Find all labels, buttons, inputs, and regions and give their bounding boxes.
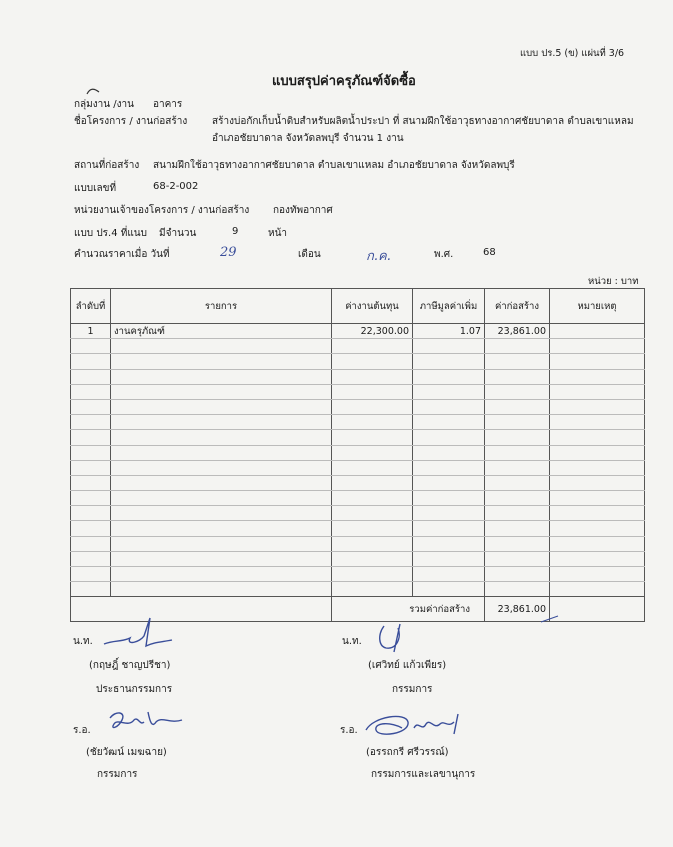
row-note bbox=[550, 506, 645, 521]
row-no bbox=[71, 460, 111, 475]
row-cost bbox=[332, 445, 413, 460]
table-row bbox=[71, 415, 645, 430]
row-note bbox=[550, 354, 645, 369]
total-note bbox=[550, 597, 645, 622]
row-item bbox=[111, 567, 332, 582]
row-no: 1 bbox=[71, 324, 111, 339]
row-item bbox=[111, 551, 332, 566]
table-row bbox=[71, 567, 645, 582]
group-value: อาคาร bbox=[153, 99, 183, 110]
row-note bbox=[550, 415, 645, 430]
plan-no-label: แบบเลขที่ bbox=[74, 183, 117, 194]
row-vat bbox=[413, 506, 485, 521]
sig1-role: ประธานกรรมการ bbox=[96, 684, 173, 695]
row-note bbox=[550, 582, 645, 597]
row-vat bbox=[413, 551, 485, 566]
row-note bbox=[550, 339, 645, 354]
row-vat bbox=[413, 415, 485, 430]
row-total bbox=[485, 445, 550, 460]
row-cost bbox=[332, 399, 413, 414]
month-label: เดือน bbox=[298, 249, 321, 260]
row-cost bbox=[332, 415, 413, 430]
row-cost bbox=[332, 582, 413, 597]
row-item bbox=[111, 506, 332, 521]
row-total bbox=[485, 536, 550, 551]
sig3-name: (ชัยวัฒน์ เมฆฉาย) bbox=[86, 747, 167, 758]
row-no bbox=[71, 339, 111, 354]
pr4-label: แบบ ปร.4 ที่แนบ bbox=[74, 228, 147, 239]
table-row bbox=[71, 460, 645, 475]
table-row bbox=[71, 582, 645, 597]
sig1-name: (กฤษฎิ์ ชาญปรีชา) bbox=[89, 660, 171, 671]
table-row bbox=[71, 384, 645, 399]
row-no bbox=[71, 491, 111, 506]
row-vat bbox=[413, 567, 485, 582]
location-value: สนามฝึกใช้อาวุธทางอากาศชัยบาดาล ตำบลเขาแหลม อำเภอชัยบาดาล จังหวัดลพบุรี bbox=[153, 160, 515, 171]
row-total bbox=[485, 460, 550, 475]
pr4-count-value: 9 bbox=[232, 226, 239, 237]
row-vat bbox=[413, 430, 485, 445]
table-row bbox=[71, 369, 645, 384]
row-vat bbox=[413, 339, 485, 354]
form-code: แบบ ปร.5 (ข) แผ่นที่ 3/6 bbox=[520, 48, 625, 59]
project-line-2: อำเภอชัยบาดาล จังหวัดลพบุรี จำนวน 1 งาน bbox=[212, 133, 404, 144]
table-row bbox=[71, 339, 645, 354]
row-total bbox=[485, 582, 550, 597]
row-no bbox=[71, 399, 111, 414]
row-no bbox=[71, 369, 111, 384]
row-item bbox=[111, 369, 332, 384]
year-label: พ.ศ. bbox=[434, 249, 454, 260]
row-no bbox=[71, 536, 111, 551]
row-item bbox=[111, 354, 332, 369]
row-cost: 22,300.00 bbox=[332, 324, 413, 339]
row-vat bbox=[413, 536, 485, 551]
row-total bbox=[485, 354, 550, 369]
sig2-name: (เศวิทย์ แก้วเพียร) bbox=[368, 660, 447, 671]
sig3-role: กรรมการ bbox=[97, 769, 138, 780]
row-note bbox=[550, 384, 645, 399]
row-no bbox=[71, 354, 111, 369]
row-cost bbox=[332, 369, 413, 384]
row-total bbox=[485, 415, 550, 430]
header-total: ค่าก่อสร้าง bbox=[485, 289, 550, 324]
header-vat: ภาษีมูลค่าเพิ่ม bbox=[413, 289, 485, 324]
row-item: งานครุภัณฑ์ bbox=[111, 324, 332, 339]
table-row bbox=[71, 399, 645, 414]
row-note bbox=[550, 536, 645, 551]
sig1-prefix: น.ท. bbox=[73, 636, 93, 647]
table-row bbox=[71, 536, 645, 551]
row-vat bbox=[413, 399, 485, 414]
table-row bbox=[71, 475, 645, 490]
row-total bbox=[485, 475, 550, 490]
row-cost bbox=[332, 491, 413, 506]
sig4-name: (อรรถกรี ศรีวรรณ์) bbox=[366, 747, 449, 758]
row-item bbox=[111, 399, 332, 414]
row-no bbox=[71, 521, 111, 536]
row-cost bbox=[332, 354, 413, 369]
header-cost: ค่างานต้นทุน bbox=[332, 289, 413, 324]
row-total bbox=[485, 506, 550, 521]
row-vat bbox=[413, 460, 485, 475]
row-item bbox=[111, 430, 332, 445]
table-row bbox=[71, 324, 645, 339]
table-row bbox=[71, 354, 645, 369]
table-row bbox=[71, 430, 645, 445]
row-vat bbox=[413, 491, 485, 506]
row-note bbox=[550, 551, 645, 566]
unit-label: หน่วย : บาท bbox=[588, 276, 639, 287]
row-item bbox=[111, 384, 332, 399]
sig2-role: กรรมการ bbox=[392, 684, 433, 695]
row-item bbox=[111, 415, 332, 430]
header-note: หมายเหตุ bbox=[550, 289, 645, 324]
row-note bbox=[550, 445, 645, 460]
signature-2-icon bbox=[372, 620, 428, 656]
table-row bbox=[71, 506, 645, 521]
row-total bbox=[485, 567, 550, 582]
row-item bbox=[111, 536, 332, 551]
header-no: ลำดับที่ bbox=[71, 289, 111, 324]
calc-date-label: คำนวณราคาเมื่อ วันที่ bbox=[74, 249, 170, 260]
ink-stroke-icon bbox=[540, 614, 560, 624]
row-total bbox=[485, 369, 550, 384]
row-note bbox=[550, 460, 645, 475]
row-cost bbox=[332, 551, 413, 566]
row-cost bbox=[332, 430, 413, 445]
project-label: ชื่อโครงการ / งานก่อสร้าง bbox=[74, 116, 188, 127]
pr4-unit: หน้า bbox=[268, 228, 288, 239]
calc-month-value: ก.ค. bbox=[366, 249, 391, 264]
signature-4-icon bbox=[362, 708, 472, 744]
row-total bbox=[485, 521, 550, 536]
total-value: 23,861.00 bbox=[485, 597, 550, 622]
header-item: รายการ bbox=[111, 289, 332, 324]
table-row bbox=[71, 445, 645, 460]
row-total: 23,861.00 bbox=[485, 324, 550, 339]
pr4-count-label: มีจำนวน bbox=[159, 228, 197, 239]
table-row bbox=[71, 491, 645, 506]
row-total bbox=[485, 491, 550, 506]
owner-value: กองทัพอากาศ bbox=[273, 205, 333, 216]
summary-table bbox=[70, 288, 645, 622]
calc-day-value: 29 bbox=[220, 245, 237, 260]
row-cost bbox=[332, 384, 413, 399]
owner-label: หน่วยงานเจ้าของโครงการ / งานก่อสร้าง bbox=[74, 205, 250, 216]
row-total bbox=[485, 551, 550, 566]
row-no bbox=[71, 506, 111, 521]
row-cost bbox=[332, 536, 413, 551]
row-vat: 1.07 bbox=[413, 324, 485, 339]
signature-3-icon bbox=[104, 706, 188, 738]
location-label: สถานที่ก่อสร้าง bbox=[74, 160, 140, 171]
row-vat bbox=[413, 384, 485, 399]
sig4-role: กรรมการและเลขานุการ bbox=[371, 769, 476, 780]
row-cost bbox=[332, 475, 413, 490]
row-vat bbox=[413, 445, 485, 460]
row-vat bbox=[413, 475, 485, 490]
table-row bbox=[71, 551, 645, 566]
row-note bbox=[550, 567, 645, 582]
row-item bbox=[111, 582, 332, 597]
sig2-prefix: น.ท. bbox=[342, 636, 362, 647]
table-header-row bbox=[71, 289, 645, 324]
row-note bbox=[550, 521, 645, 536]
sig3-prefix: ร.อ. bbox=[73, 725, 91, 736]
row-note bbox=[550, 369, 645, 384]
row-no bbox=[71, 384, 111, 399]
row-total bbox=[485, 430, 550, 445]
row-cost bbox=[332, 339, 413, 354]
table-row bbox=[71, 521, 645, 536]
row-no bbox=[71, 567, 111, 582]
row-no bbox=[71, 582, 111, 597]
row-cost bbox=[332, 506, 413, 521]
row-note bbox=[550, 430, 645, 445]
row-total bbox=[485, 339, 550, 354]
row-cost bbox=[332, 521, 413, 536]
row-item bbox=[111, 521, 332, 536]
signature-1-icon bbox=[100, 612, 180, 654]
row-no bbox=[71, 475, 111, 490]
row-item bbox=[111, 339, 332, 354]
row-total bbox=[485, 399, 550, 414]
row-item bbox=[111, 460, 332, 475]
row-no bbox=[71, 430, 111, 445]
project-line-1: สร้างบ่อกักเก็บน้ำดิบสำหรับผลิตน้ำประปา ที่ สนามฝึกใช้อาวุธทางอากาศชัยบาดาล ตำบลเขาแหลม bbox=[212, 116, 634, 127]
ink-mark-icon bbox=[86, 86, 100, 96]
row-note bbox=[550, 324, 645, 339]
row-item bbox=[111, 445, 332, 460]
row-vat bbox=[413, 369, 485, 384]
row-total bbox=[485, 384, 550, 399]
row-no bbox=[71, 445, 111, 460]
row-item bbox=[111, 475, 332, 490]
calc-year-value: 68 bbox=[483, 247, 496, 258]
group-label: กลุ่มงาน /งาน bbox=[74, 99, 134, 110]
row-cost bbox=[332, 460, 413, 475]
row-vat bbox=[413, 521, 485, 536]
sig4-prefix: ร.อ. bbox=[340, 725, 358, 736]
row-vat bbox=[413, 582, 485, 597]
row-no bbox=[71, 551, 111, 566]
row-vat bbox=[413, 354, 485, 369]
row-note bbox=[550, 399, 645, 414]
row-cost bbox=[332, 567, 413, 582]
row-item bbox=[111, 491, 332, 506]
plan-no-value: 68-2-002 bbox=[153, 181, 199, 192]
row-no bbox=[71, 415, 111, 430]
row-note bbox=[550, 491, 645, 506]
total-label: รวมค่าก่อสร้าง bbox=[332, 597, 485, 622]
document-title: แบบสรุปค่าครุภัณฑ์จัดซื้อ bbox=[272, 74, 416, 89]
row-note bbox=[550, 475, 645, 490]
